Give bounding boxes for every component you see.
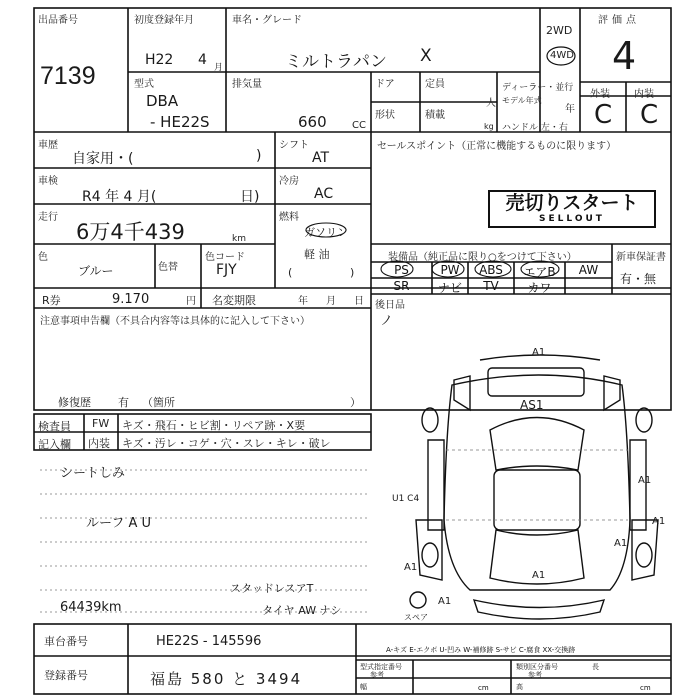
displacement: 660 xyxy=(298,113,327,131)
category-label: 類別区分番号 xyxy=(516,663,558,671)
score-value: 4 xyxy=(612,34,637,78)
exterior-grade: C xyxy=(594,100,613,130)
color-label: 色 xyxy=(38,252,48,263)
inspection-label: 車検 xyxy=(38,176,58,187)
equip-label: 装備品（純正品に限り○をつけて下さい） xyxy=(388,252,577,263)
spare-label: スペア xyxy=(404,613,428,622)
repair-close: ） xyxy=(350,396,361,409)
height-label: 高 xyxy=(516,683,523,691)
equip-navi: ナビ xyxy=(437,281,462,295)
inspection-value: R4 年 4 月( xyxy=(82,189,157,205)
mark-right-front: A1 xyxy=(638,475,652,486)
history-label: 車歴 xyxy=(38,140,58,151)
r-ken-value: 9.170 xyxy=(112,292,150,307)
mileage-value: 6万4千439 xyxy=(76,220,185,244)
equip-airbag: エアB xyxy=(523,265,556,279)
mark-left-rear: A1 xyxy=(404,562,418,573)
equip-tv: TV xyxy=(483,279,499,293)
model-prefix: DBA xyxy=(146,92,179,110)
shape-label: 形状 xyxy=(375,110,395,121)
cc-unit: CC xyxy=(352,120,366,131)
car-name: ミルトラパン xyxy=(285,52,387,72)
equip-sr: SR xyxy=(393,279,410,293)
reg-label: 登録番号 xyxy=(44,669,88,682)
memo-2: ルーフ A U xyxy=(86,516,152,531)
mark-right-rear: A1 xyxy=(652,516,666,527)
grade: X xyxy=(420,46,432,66)
drive-4wd: 4WD xyxy=(550,50,574,61)
fw-label: FW xyxy=(92,417,110,430)
dealer-label: ディーラー・並行 xyxy=(502,83,574,93)
chassis-label: 車台番号 xyxy=(44,635,88,648)
exterior-label: 外装 xyxy=(590,89,610,100)
repaint-label: 色替 xyxy=(158,262,178,273)
first-reg-month: 4 xyxy=(198,52,207,68)
load-label: 積載 xyxy=(425,110,445,121)
handle-label: ハンドル 左・右 xyxy=(502,123,568,133)
warranty-label: 新車保証書 xyxy=(616,252,666,263)
equip-pw: PW xyxy=(440,263,460,277)
model-year-label: モデル年式 xyxy=(502,96,542,105)
mark-rear: A1 xyxy=(532,570,546,581)
first-reg-year: H22 xyxy=(145,52,174,68)
designated-label: 型式指定番号 xyxy=(360,663,402,671)
designated-ref: 参考 xyxy=(370,671,384,679)
shift-label: シフト xyxy=(279,140,309,151)
name-change-day-unit: 日 xyxy=(354,296,364,307)
sales-point-label: セールスポイント（正常に機能するものに限ります） xyxy=(377,141,617,152)
after-value: ノ xyxy=(380,314,394,329)
mark-windshield: AS1 xyxy=(520,398,544,412)
mark-left-door: U1 C4 xyxy=(392,494,420,504)
lot-number: 7139 xyxy=(40,62,96,90)
memo-3: 64439km xyxy=(60,600,122,615)
equip-leather: カワ xyxy=(527,281,552,295)
model-label: 型式 xyxy=(134,79,154,90)
displacement-label: 排気量 xyxy=(232,79,262,90)
equip-ps: PS xyxy=(394,263,409,277)
mark-roof: A1 xyxy=(532,347,546,358)
category-ref: 参考 xyxy=(528,671,542,679)
model-code: - HE22S xyxy=(150,113,210,131)
interior-grade: C xyxy=(640,100,659,130)
person-unit: 人 xyxy=(486,98,496,109)
fuel-other-close: ) xyxy=(350,266,355,279)
lot-label: 出品番号 xyxy=(38,15,78,26)
equip-abs: ABS xyxy=(479,263,503,277)
fw-items: キズ・飛石・ヒビ割・リペア跡・X要 xyxy=(122,419,306,432)
drive-2wd: 2WD xyxy=(546,24,573,37)
door-label: ドア xyxy=(375,79,395,90)
equip-aw: AW xyxy=(578,263,599,277)
int-label: 内装 xyxy=(88,437,110,450)
height-cm: cm xyxy=(640,684,651,692)
memo-5: タイヤ AW ナシ xyxy=(262,604,342,617)
ac-value: AC xyxy=(314,186,334,202)
reg-value: 福島 580 と 3494 xyxy=(150,670,303,688)
repair-value: 有 xyxy=(118,396,129,409)
int-items: キズ・汚レ・コゲ・穴・スレ・キレ・破レ xyxy=(122,437,331,450)
year-unit: 年 xyxy=(565,104,575,115)
length-label: 長 xyxy=(592,663,599,671)
width-label: 幅 xyxy=(360,683,367,691)
mark-right-door: A1 xyxy=(614,538,628,549)
fuel-gas: ガソリン xyxy=(304,226,348,239)
fuel-other: ( xyxy=(288,266,293,279)
kg-unit: kg xyxy=(484,122,494,131)
history-value: 自家用・( xyxy=(72,151,134,167)
mileage-label: 走行 xyxy=(38,212,58,223)
name-change-label: 名変期限 xyxy=(212,294,256,307)
chassis-value: HE22S - 145596 xyxy=(156,634,262,649)
inspector-label-2: 記入欄 xyxy=(38,438,71,451)
score-label: 評価点 xyxy=(598,15,640,26)
history-close: ) xyxy=(256,148,262,164)
color-value: ブルー xyxy=(78,264,114,278)
sellout-stamp xyxy=(488,190,656,228)
mark-bumper: A1 xyxy=(438,596,452,607)
first-reg-month-unit: 月 xyxy=(214,63,224,73)
car-name-label: 車名・グレード xyxy=(232,15,302,26)
width-cm: cm xyxy=(478,684,489,692)
ac-label: 冷房 xyxy=(279,176,299,187)
interior-label: 内装 xyxy=(634,89,654,100)
name-change-month-unit: 月 xyxy=(326,296,336,307)
shift-value: AT xyxy=(312,150,330,166)
repair-label: 修復歴 xyxy=(58,396,91,409)
inspection-day: 日) xyxy=(240,189,260,205)
fuel-label: 燃料 xyxy=(279,212,299,223)
name-change-year-unit: 年 xyxy=(298,296,308,307)
fuel-diesel: 軽 油 xyxy=(304,248,330,261)
km-unit: km xyxy=(232,234,246,244)
repair-place: （箇所 xyxy=(142,396,175,409)
sellout-sub: SELLOUT xyxy=(539,214,605,224)
yen-unit: 円 xyxy=(186,296,196,307)
inspector-label-1: 検査員 xyxy=(38,420,71,433)
after-label: 後日品 xyxy=(375,300,405,311)
damage-legend: A-キズ E-エクボ U-凹み W-補修跡 S-サビ C-腐食 XX-交換跡 xyxy=(386,646,576,654)
notes-title: 注意事項申告欄（不具合内容等は具体的に記入して下さい） xyxy=(40,316,310,327)
sellout-main: 売切りスタート xyxy=(505,192,639,214)
color-code-label: 色コード xyxy=(205,252,245,263)
color-code: FJY xyxy=(216,262,237,278)
first-reg-label: 初度登録年月 xyxy=(134,15,194,26)
memo-4: スタッドレスアT xyxy=(230,582,314,595)
capacity-label: 定員 xyxy=(425,79,445,90)
r-ken-label: R券 xyxy=(42,294,61,307)
memo-1: シートしみ xyxy=(60,466,126,481)
warranty-value: 有・無 xyxy=(620,272,657,286)
